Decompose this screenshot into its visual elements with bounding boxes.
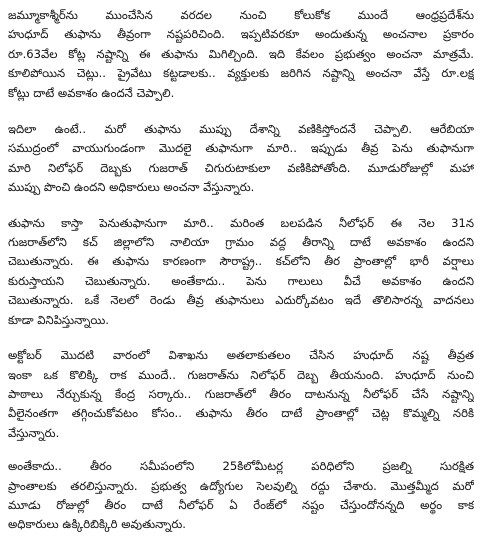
text-line: ముప్పు పొంచి ఉందని అధికారులు అంచనా వేస్తున్నారు. (8, 180, 255, 195)
text-line: చెబుతున్నారు. ఒకే నెలలో రెండు తీవ్ర తుఫానులు ఎదుర్కోవటం ఇదే తొలిసారన్న వాదనలు (8, 293, 474, 308)
text-line: హుధూద్ తుఫాను తీవ్రంగా నష్టపరిచింది. ఇప్పటివరకూ అందుతున్న అంచనాల ప్రకారం (8, 27, 474, 42)
text-line: ప్రాంతాలకు తరలిస్తున్నారు. ప్రభుత్వ ఉద్యోగుల సెలవుల్ని రద్దు చేశారు. మొత్తమ్మీద మరో (8, 478, 474, 493)
text-line: కురుస్తాయని చెబుతున్నారు. అంతేకాదు.. పెను గాలులు వీచే అవకాశం ఉందని (8, 273, 474, 288)
text-line: తుఫాను కాస్తా పెనుతుఫానుగా మారి.. మరింత బలపడిన నీలోఫర్ ఈ నెల 31న (8, 215, 474, 230)
paragraph-2 (8, 120, 474, 198)
text-line: మూడు రోజుల్లో తీరం దాటే నీలోఫర్ ఏ రేంజ్‌లో నష్టం చేస్తుందోనన్నది అర్థం కాక (8, 497, 474, 512)
text-line: పాఠాలు నేర్చుకున్న కేంద్ర సర్కారు.. గుజరాత్‌లో తీరం దాటనున్న నీలోఫర్ చేసే నష్టాన్ని (8, 386, 474, 401)
text-line: గుజరాత్‌లోని కచ్ జిల్లాలోని నాలియా గ్రామం వద్ద తీరాన్ని దాటే అవకాశం ఉందని (8, 235, 474, 250)
text-line: కోట్లు దాటే అవకాశం ఉందనే చెప్పాలి. (8, 85, 175, 100)
paragraph-5 (8, 457, 474, 535)
text-line: అధికారులు ఉక్కిరిబిక్కిరి అవుతున్నారు. (8, 517, 186, 532)
paragraph-3 (8, 214, 474, 330)
text-line: కూడా వినిపిస్తున్నాయి. (8, 312, 109, 327)
text-line: జమ్మూకాశ్మీర్‌ను ముంచేసిన వరదల నుంచి కోలుకోక ముందే ఆంధ్రప్రదేశ్‌ను (8, 8, 474, 22)
paragraph-1 (8, 6, 474, 103)
article-body (8, 6, 474, 554)
text-line: సముద్రంలో వాయుగుండంగా మొదలై తుఫానుగా మారి.. ఇప్పుడు తీవ్ర పెను తుఫానుగా (8, 141, 474, 156)
text-line: మారి నిలోఫర్ దెబ్బకు గుజరాత్ చిగురుటాకులా వణికిపోతోంది. మూడురోజుల్లో మహా (8, 160, 474, 175)
text-line: అంతేకాదు.. తీరం సమీపంలోని 25కిలోమీటర్ల పరిధిలోని ప్రజల్ని సురక్షిత (8, 459, 474, 474)
text-line: ఇంకా ఒక కొలిక్కి రాక ముందే.. గుజరాత్‌ను నిలోఫర్ దెబ్బ తీయనుంది. హుధూద్ నుంచి (8, 367, 474, 382)
text-line: కూలిపోయిన చెట్లు.. ప్రైవేటు కట్టడాలకు.. వ్యక్తులకు జరిగిన నష్టాన్ని అంచనా వేస్తే రూ.లక్ష (8, 66, 474, 81)
text-line: అక్టోబర్ మొదటి వారంలో విశాఖను అతలాకుతలం చేసిన హుధూద్ నష్ట తీవ్రత (8, 348, 474, 363)
text-line: వేస్తున్నారు. (8, 425, 60, 440)
text-line: వీలైనంతగా తగ్గించుకోవటం కోసం.. తుఫాను తీరం దాటే ప్రాంతాల్లో చెట్ల కొమ్మల్ని నరికి (8, 406, 474, 421)
paragraph-4 (8, 346, 474, 443)
text-line: ఇదిలా ఉంటే.. మరో తుఫాను ముప్పు దేశాన్ని వణికిస్తోందనే చెప్పాలి. ఆరేబియా (8, 122, 474, 137)
text-line: చెబుతున్నారు. ఈ తుఫాను కారణంగా సౌరాష్ట్ర.. కచ్‌లోని తీర ప్రాంతాల్లో భారీ వర్షాలు (8, 254, 474, 269)
text-line: రూ.63వేల కోట్ల నష్టాన్ని ఈ తుఫాను మిగిల్చింది. ఇది కేవలం ప్రభుత్వం అంచనా మాత్రమే. (8, 46, 474, 61)
